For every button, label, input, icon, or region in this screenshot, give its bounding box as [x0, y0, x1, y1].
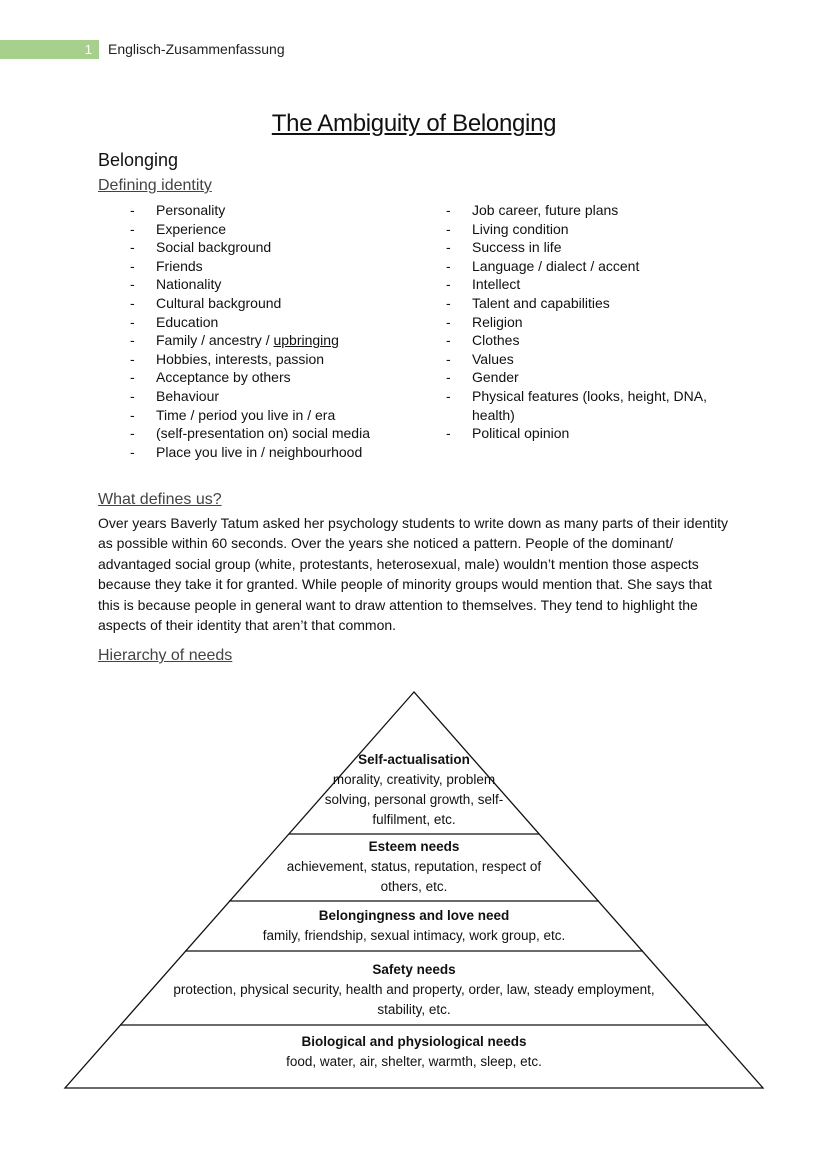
running-title: Englisch-Zusammenfassung [108, 41, 285, 57]
heading-hierarchy-of-needs: Hierarchy of needs [98, 647, 233, 664]
level-title: Self-actualisation [358, 752, 470, 767]
list-item: - Behaviour [130, 387, 220, 404]
list-item: - Cultural background [130, 294, 282, 311]
list-item: - Nationality [130, 276, 222, 293]
list-item: - Gender [446, 369, 519, 386]
level-title: Biological and physiological needs [301, 1034, 527, 1049]
pyramid-level-belongingness [214, 906, 614, 946]
list-item-family: - Family / ancestry / upbringing [130, 332, 339, 349]
list-item: - Friends [130, 257, 203, 274]
level-title: Esteem needs [368, 839, 460, 854]
list-item: - Intellect [446, 276, 521, 293]
list-item: - Political opinion [446, 425, 570, 442]
list-item: - Success in life [446, 239, 562, 256]
level-title: Belongingness and love need [318, 908, 510, 923]
list-item: - Place you live in / neighbourhood [130, 443, 363, 460]
heading-defining-identity: Defining identity [98, 177, 212, 194]
underlined-word: upbringing [273, 332, 339, 349]
list-item: - Values [446, 350, 514, 367]
list-item: - Acceptance by others [130, 369, 291, 386]
pyramid-level-self-actualisation [318, 750, 510, 830]
pyramid-level-biological [200, 1032, 628, 1072]
page-number: 1 [84, 42, 92, 57]
list-item: - Physical features (looks, height, DNA, health) [446, 387, 707, 423]
list-item: - Social background [130, 239, 272, 256]
level-description: family, friendship, sexual intimacy, work group, etc. [262, 928, 566, 943]
list-item: - Clothes [446, 332, 520, 349]
list-item: - Experience [130, 220, 227, 237]
list-item: - Living condition [446, 220, 569, 237]
page-title: The Ambiguity of Belonging [271, 110, 557, 137]
paragraph-what-defines-us: Over years Baverly Tatum asked her psychology students to write down as many parts of their identity as possible within 60 seconds. Over the years she noticed a pattern. People of the dominant/ advantaged social group (white, protestants, heterosexual, male) wouldn’t mention those aspects because they take it for granted. While people of minority groups would mention that. She says that this is because people in general want to draw attention to themselves. They tend to highlight the aspects of their identity that aren’t that common. [98, 515, 729, 634]
pyramid-level-esteem [268, 837, 560, 897]
list-item: - (self-presentation on) social media [130, 425, 370, 442]
pyramid-level-safety [148, 960, 680, 1020]
section-heading-belonging: Belonging [98, 150, 179, 170]
level-description: achievement, status, reputation, respect of others, etc. [286, 859, 542, 894]
level-description: food, water, air, shelter, warmth, sleep, etc. [286, 1054, 542, 1069]
list-item: - Job career, future plans [446, 202, 619, 218]
list-item: - Religion [446, 313, 523, 330]
level-description: protection, physical security, health and property, order, law, steady employment, stability, etc. [173, 982, 655, 1017]
list-item: - Hobbies, interests, passion [130, 350, 325, 367]
level-description: morality, creativity, problem solving, personal growth, self-fulfilment, etc. [324, 772, 504, 827]
list-item: - Talent and capabilities [446, 294, 610, 311]
level-title: Safety needs [372, 962, 456, 977]
heading-what-defines-us: What defines us? [98, 491, 222, 508]
list-item: - Education [130, 313, 219, 330]
list-item: - Personality [130, 202, 226, 218]
list-item: - Language / dialect / accent [446, 257, 640, 274]
list-item: - Time / period you live in / era [130, 406, 336, 423]
